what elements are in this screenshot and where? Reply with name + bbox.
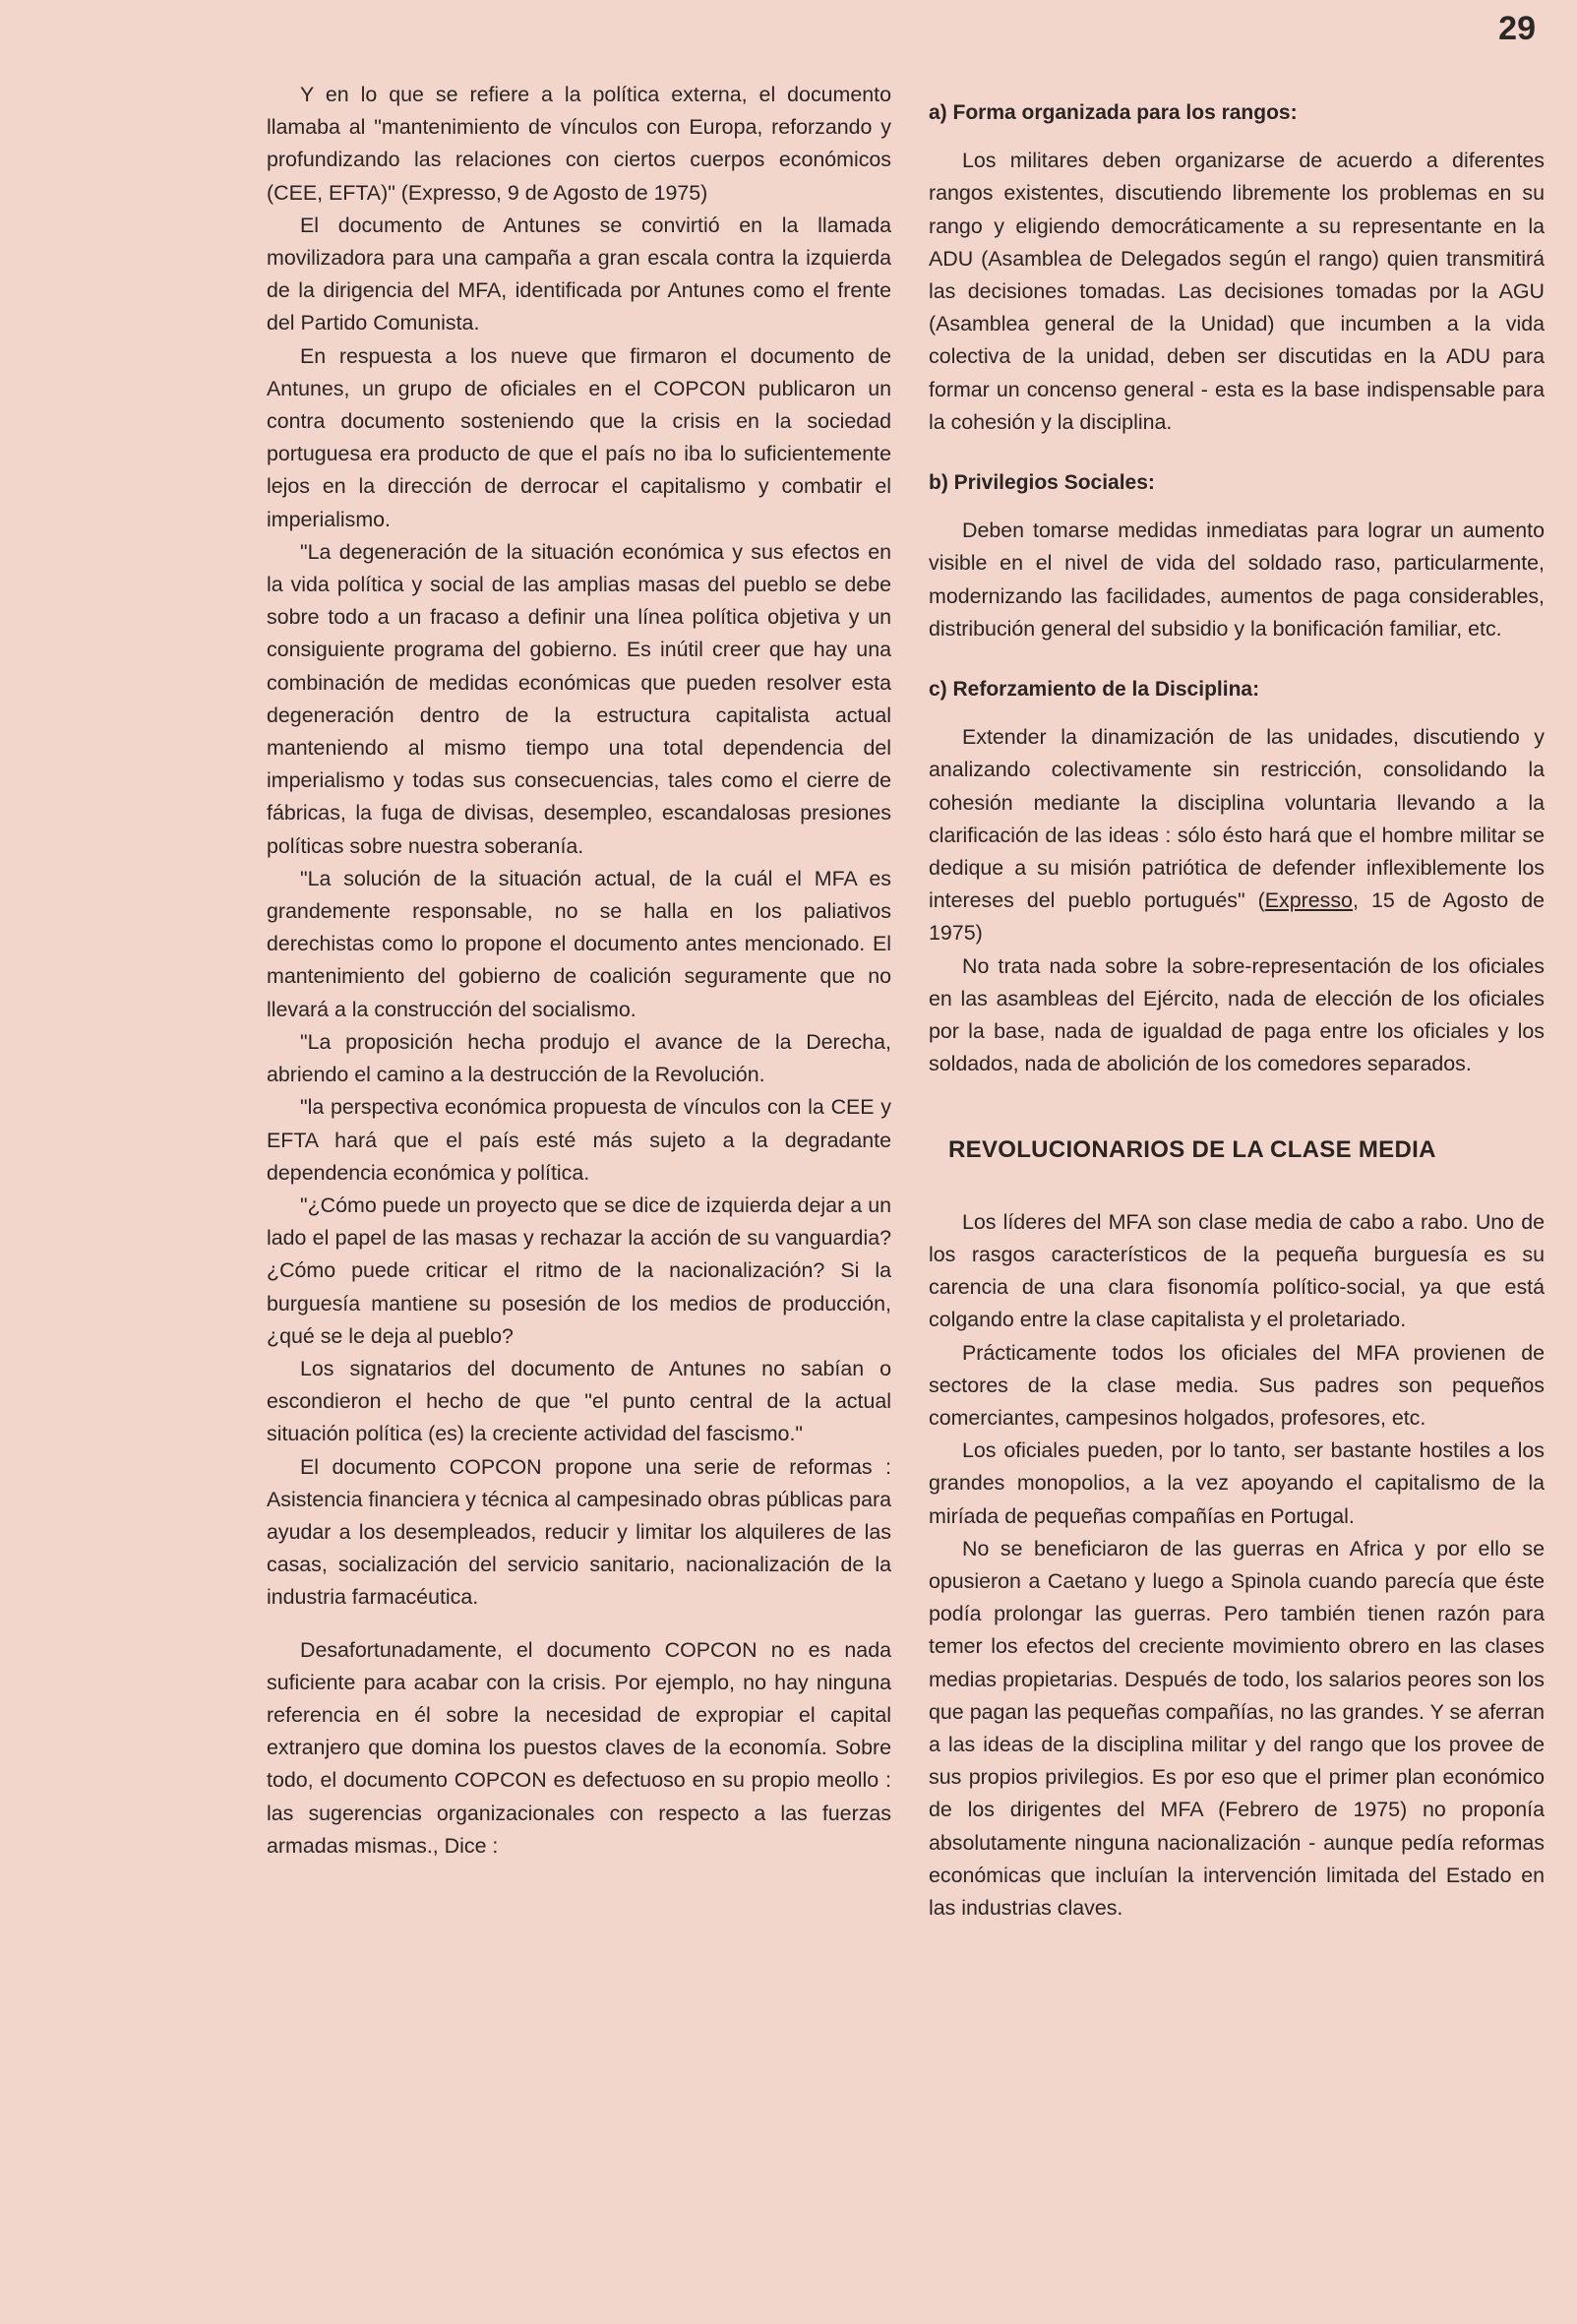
left-paragraph-4: "La degeneración de la situación económica y sus efectos en la vida política y social de las amplias masas del pueblo se debe sobre todo a un fracaso a definir una línea política objetiva y un consiguiente programa del gobierno. Es inútil creer que hay una combinación de medidas económicas que pueden resolver esta degeneración dentro de la estructura capitalista actual manteniendo al mismo tiempo una total dependencia del imperialismo y todas sus consecuencias, tales como el cierre de fábricas, la fuga de divisas, desempleo, escandalosas presiones políticas sobre nuestra soberanía. xyxy=(267,539,891,858)
section-b-heading: b) Privilegios Sociales: xyxy=(929,471,1155,495)
page-number: 29 xyxy=(1498,10,1536,47)
right-paragraph-1: Los líderes del MFA son clase media de cabo a rabo. Uno de los rasgos característicos de la pequeña burguesía es su carencia de una clara fisonomía político-social, ya que está colgando entre la clase capitalista y el proletariado. xyxy=(929,1209,1545,1332)
left-paragraph-5: "La solución de la situación actual, de la cuál el MFA es grandemente responsable, no se halla en los paliativos derechistas como lo propone el documento antes mencionado. El mantenimiento del gobierno de coalición seguramente que no llevará a la construcción del socialismo. xyxy=(267,866,891,1021)
left-paragraph-2: El documento de Antunes se convirtió en la llamada movilizadora para una campaña a gran escala contra la izquierda de la dirigencia del MFA, identificada por Antunes como el frente del Partido Comunista. xyxy=(267,213,891,336)
section-b-text: Deben tomarse medidas inmediatas para lograr un aumento visible en el nivel de vida del soldado raso, particularmente, modernizando las facilidades, aumentos de paga considerables, distribución general del subsidio y la bonificación familiar, etc. xyxy=(929,519,1545,641)
right-paragraph-4: No se beneficiaron de las guerras en Africa y por ello se opusieron a Caetano y luego a Spinola cuando parecía que éste podía prolongar las guerras. Pero también tienen razón para temer los efectos del creciente movimiento obrero en las clases medias propietarias. Después de todo, los salarios peores son los que pagan las pequeñas compañías, no las grandes. Y se aferran a las ideas de la disciplina militar y del rango que los provee de sus propios privilegios. Es por eso que el primer plan económico de los dirigentes del MFA (Febrero de 1975) no proponía absolutamente ninguna nacionalización - aunque pedía reformas económicas que incluían la intervención limitada del Estado en las industrias claves. xyxy=(929,1536,1545,1920)
left-paragraph-1: Y en lo que se refiere a la política externa, el documento llamaba al "mantenimiento de vínculos con Europa, reforzando y profundizando las relaciones con ciertos cuerpos económicos (CEE, EFTA)" (Expresso, 9 de Agosto de 1975) xyxy=(267,83,891,205)
left-paragraph-6: "La proposición hecha produjo el avance de la Derecha, abriendo el camino a la destrucción de la Revolución. xyxy=(267,1029,891,1087)
section-c-text-before: Extender la dinamización de las unidades, discutiendo y analizando colectivamente sin restricción, consolidando la cohesión mediante la disciplina voluntaria llevando a la clarificación de las ideas : sólo ésto hará que el hombre militar se dedique a su misión patriótica de defender inflexiblemente los intereses del pueblo portugués" ( xyxy=(929,725,1545,913)
section-c-text-after: , 15 de Agosto de 1975) xyxy=(929,888,1545,946)
left-column xyxy=(267,79,891,1863)
section-c-heading: c) Reforzamiento de la Disciplina: xyxy=(929,678,1260,702)
left-paragraph-8: "¿Cómo puede un proyecto que se dice de izquierda dejar a un lado el papel de las masas y rechazar la acción de su vanguardia? ¿Cómo puede criticar el ritmo de la nacionalización? Si la burguesía mantiene su posesión de los medios de producción, ¿qué se le deja al pueblo? xyxy=(267,1193,891,1348)
left-paragraph-7: "la perspectiva económica propuesta de vínculos con la CEE y EFTA hará que el país esté más sujeto a la degradante dependencia económica y política. xyxy=(267,1095,891,1185)
section-a-heading: a) Forma organizada para los rangos: xyxy=(929,101,1298,124)
right-column xyxy=(929,96,1545,1925)
left-paragraph-3: En respuesta a los nueve que firmaron el documento de Antunes, un grupo de oficiales en el COPCON publicaron un contra documento sosteniendo que la crisis en la sociedad portuguesa era producto de que el país no iba lo suficientemente lejos en la dirección de derrocar el capitalismo y combatir el imperialismo. xyxy=(267,343,891,531)
section-c-followup: No trata nada sobre la sobre-representación de los oficiales en las asambleas del Ejército, nada de elección de los oficiales por la base, nada de igualdad de paga entre los oficiales y los soldados, nada de abolición de los comedores separados. xyxy=(929,953,1545,1076)
right-paragraph-2: Prácticamente todos los oficiales del MFA provienen de sectores de la clase media. Sus padres son pequeños comerciantes, campesinos holgados, profesores, etc. xyxy=(929,1340,1545,1430)
section-c-source: Expresso xyxy=(1264,888,1353,913)
left-paragraph-11: Desafortunadamente, el documento COPCON no es nada suficiente para acabar con la crisis. Por ejemplo, no hay ninguna referencia en él sobre la necesidad de expropiar el capital extranjero que domina los puestos claves de la economía. Sobre todo, el documento COPCON es defectuoso en su propio meollo : las sugerencias organizacionales con respecto a las fuerzas armadas mismas., Dice : xyxy=(267,1637,891,1858)
section-a-text: Los militares deben organizarse de acuerdo a diferentes rangos existentes, discutiendo libremente los problemas en su rango y eligiendo democráticamente a su representante en la ADU (Asamblea de Delegados según el rango) quien transmitirá las decisiones tomadas. Las decisiones tomadas por la AGU (Asamblea general de la Unidad) que incumben a la vida colectiva de la unidad, deben ser discutidas en la ADU para formar un concenso general - esta es la base indispensable para la cohesión y la disciplina. xyxy=(929,149,1545,434)
right-paragraph-3: Los oficiales pueden, por lo tanto, ser bastante hostiles a los grandes monopolios, a la vez apoyando el capitalismo de la miríada de pequeñas compañías en Portugal. xyxy=(929,1438,1545,1528)
section-title: REVOLUCIONARIOS DE LA CLASE MEDIA xyxy=(948,1136,1436,1164)
left-paragraph-9: Los signatarios del documento de Antunes no sabían o escondieron el hecho de que "el punto central de la actual situación política (es) la creciente actividad del fascismo." xyxy=(267,1356,891,1446)
section-c-text xyxy=(929,721,1545,949)
left-paragraph-10: El documento COPCON propone una serie de reformas : Asistencia financiera y técnica al campesinado obras públicas para ayudar a los desempleados, reducir y limitar los alquileres de las casas, socialización del servicio sanitario, nacionalización de la industria farmacéutica. xyxy=(267,1454,891,1610)
